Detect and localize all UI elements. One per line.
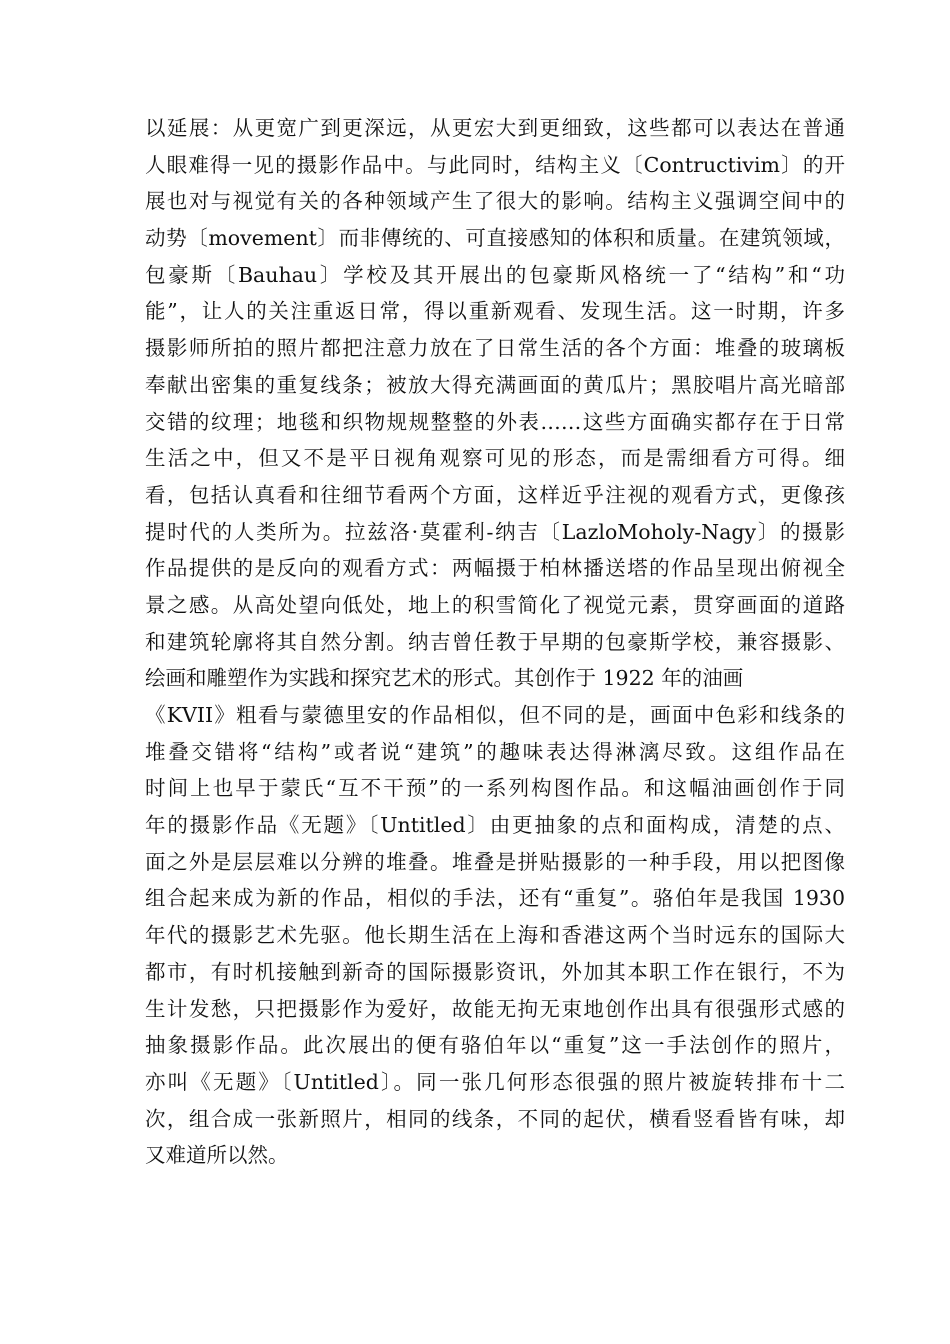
paragraph-line: 亦叫《无题》〔Untitled〕。同一张几何形态很强的照片被旋转排布十二 [145, 1069, 845, 1094]
paragraph-line: 年的摄影作品《无题》〔Untitled〕由更抽象的点和面构成，清楚的点、 [145, 813, 845, 838]
paragraph-line: 生计发愁，只把摄影作为爱好，故能无拘无束地创作出具有很强形式感的 [145, 996, 845, 1021]
paragraph-line: 看，包括认真看和往细节看两个方面，这样近乎注视的观看方式，更像孩 [145, 482, 845, 507]
paragraph-line: 和建筑轮廓将其自然分割。纳吉曾任教于早期的包豪斯学校，兼容摄影、 [145, 629, 845, 654]
paragraph-line: 人眼难得一见的摄影作品中。与此同时，结构主义〔Contructivim〕的开 [145, 152, 845, 177]
paragraph-line: 交错的纹理；地毯和织物规规整整的外表……这些方面确实都存在于日常 [145, 409, 845, 434]
paragraph-line: 《KVII》粗看与蒙德里安的作品相似，但不同的是，画面中色彩和线条的 [145, 703, 845, 727]
paragraph-line: 抽象摄影作品。此次展出的便有骆伯年以“重复”这一手法创作的照片， [145, 1033, 845, 1058]
paragraph-line: 绘画和雕塑作为实践和探究艺术的形式。其创作于 1922 年的油画 [145, 666, 744, 691]
paragraph-line: 堆叠交错将“结构”或者说“建筑”的趣味表达得淋漓尽致。这组作品在 [145, 739, 845, 764]
paragraph-line: 提时代的人类所为。拉兹洛·莫霍利-纳吉〔LazloMoholy-Nagy〕的摄影 [145, 519, 845, 544]
paragraph-line: 作品提供的是反向的观看方式：两幅摄于柏林播送塔的作品呈现出俯视全 [145, 556, 845, 581]
paragraph-line: 生活之中，但又不是平日视角观察可见的形态，而是需细看方可得。细 [145, 446, 845, 471]
paragraph-line: 景之感。从高处望向低处，地上的积雪简化了视觉元素，贯穿画面的道路 [145, 592, 845, 617]
paragraph-line: 以延展：从更宽广到更深远，从更宏大到更细致，这些都可以表达在普通 [145, 116, 845, 140]
paragraph-line: 奉献出密集的重复线条；被放大得充满画面的黄瓜片；黑胶唱片高光暗部 [145, 372, 845, 397]
paragraph-line: 面之外是层层难以分辨的堆叠。堆叠是拼贴摄影的一种手段，用以把图像 [145, 849, 845, 874]
paragraph-line: 摄影师所拍的照片都把注意力放在了日常生活的各个方面：堆叠的玻璃板 [145, 336, 845, 361]
paragraph-line: 能”，让人的关注重返日常，得以重新观看、发现生活。这一时期，许多 [145, 299, 845, 324]
body-paragraph [145, 110, 845, 1174]
paragraph-line: 展也对与视觉有关的各种领域产生了很大的影响。结构主义强调空间中的 [145, 189, 845, 214]
paragraph-line: 年代的摄影艺术先驱。他长期生活在上海和香港这两个当时远东的国际大 [145, 923, 845, 948]
paragraph-line: 动势〔movement〕而非傳统的、可直接感知的体积和质量。在建筑领域， [145, 226, 845, 251]
paragraph-line: 次，组合成一张新照片，相同的线条，不同的起伏，横看竖看皆有味，却 [145, 1106, 845, 1131]
paragraph-line: 包豪斯〔Bauhau〕学校及其开展出的包豪斯风格统一了“结构”和“功 [145, 262, 845, 287]
paragraph-line: 都市，有时机接触到新奇的国际摄影资讯，外加其本职工作在银行，不为 [145, 959, 845, 984]
paragraph-line: 组合起来成为新的作品，相似的手法，还有“重复”。骆伯年是我国 1930 [145, 886, 845, 911]
paragraph-line: 时间上也早于蒙氏“互不干预”的一系列构图作品。和这幅油画创作于同 [145, 776, 845, 801]
paragraph-line: 又难道所以然。 [145, 1143, 289, 1168]
